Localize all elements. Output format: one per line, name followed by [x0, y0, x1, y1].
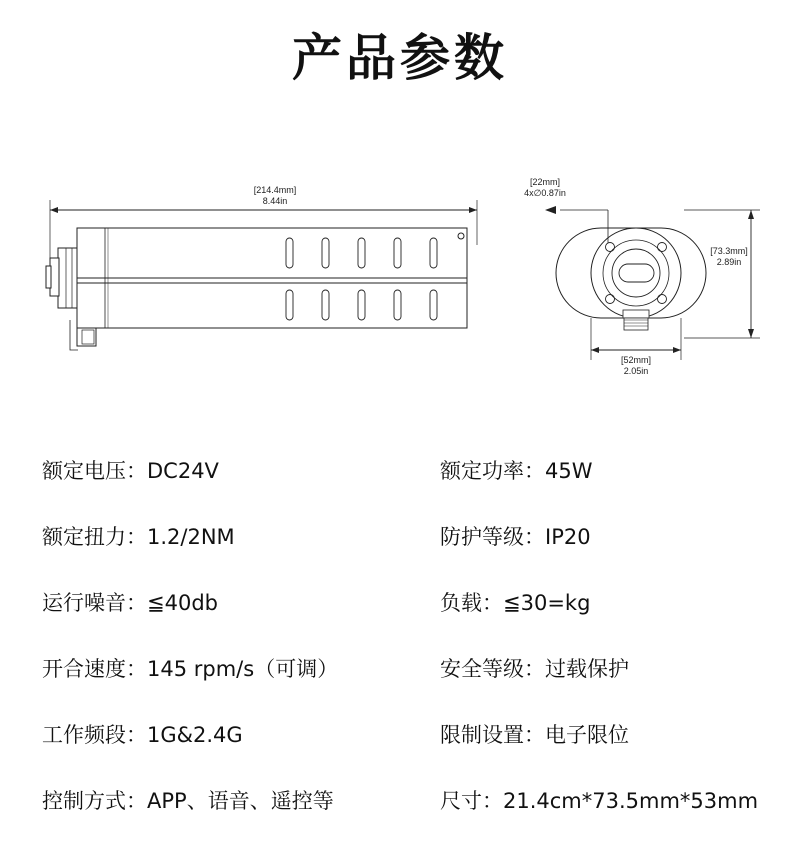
spec-running-noise: 运行噪音：≦40db — [42, 591, 218, 615]
spec-row — [0, 521, 800, 587]
spec-rated-torque: 额定扭力：1.2/2NM — [42, 525, 235, 549]
spec-rated-power: 额定功率：45W — [440, 459, 593, 483]
spec-row — [0, 785, 800, 851]
spec-rated-voltage: 额定电压：DC24V — [42, 459, 219, 483]
front-view-height-mm: [73.3mm] — [710, 246, 748, 256]
side-view-width-in: 8.44in — [262, 196, 288, 206]
spec-limit-setting: 限制设置：电子限位 — [440, 723, 629, 747]
side-view-width-mm: [214.4mm] — [253, 185, 297, 195]
spec-row — [0, 587, 800, 653]
spec-open-close-speed: 开合速度：145 rpm/s（可调） — [42, 657, 339, 681]
spec-safety-grade: 安全等级：过载保护 — [440, 657, 629, 681]
front-view-width-mm: [52mm] — [620, 355, 651, 365]
spec-protection-grade: 防护等级：IP20 — [440, 525, 591, 549]
technical-drawing — [0, 150, 800, 430]
front-view-width-in: 2.05in — [623, 366, 649, 376]
front-view-hole-mm: [22mm] — [529, 177, 560, 187]
spec-row — [0, 653, 800, 719]
specifications-table — [0, 455, 800, 855]
spec-row — [0, 455, 800, 521]
page-title: 产品参数 — [292, 29, 508, 87]
drawing-svg — [0, 150, 800, 430]
spec-frequency-band: 工作频段：1G&2.4G — [42, 723, 243, 747]
front-view-hole-spec: 4x∅0.87in — [524, 188, 566, 198]
spec-row — [0, 719, 800, 785]
spec-control-mode: 控制方式：APP、语音、遥控等 — [42, 789, 334, 813]
spec-load: 负载：≦30=kg — [440, 591, 591, 615]
front-view-height-in: 2.89in — [716, 257, 742, 267]
spec-dimensions: 尺寸：21.4cm*73.5mm*53mm — [440, 789, 759, 813]
